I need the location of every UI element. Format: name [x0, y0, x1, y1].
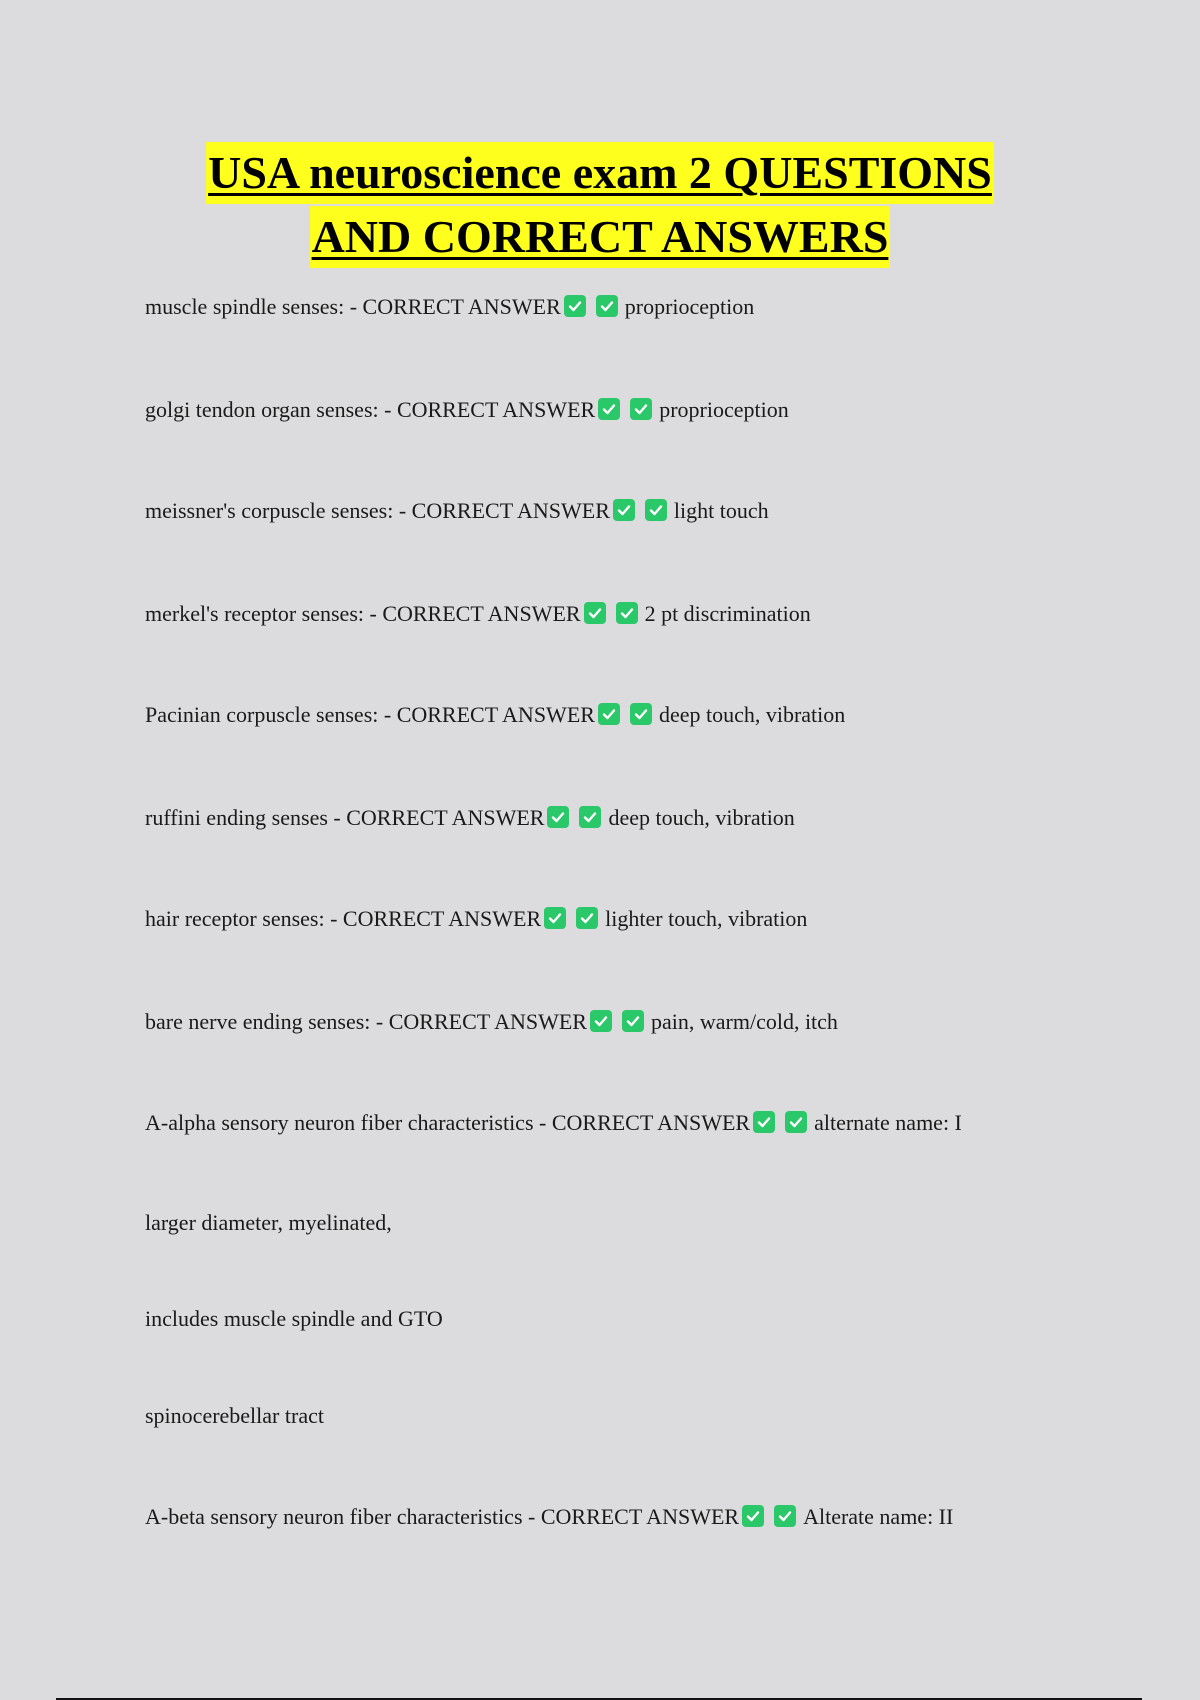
answer-text: alternate name: I	[814, 1110, 962, 1135]
answer-text: light touch	[673, 498, 769, 523]
qa-item	[145, 1108, 962, 1138]
check-mark-icon	[630, 703, 652, 725]
qa-item	[145, 1502, 953, 1532]
answer-text: pain, warm/cold, itch	[650, 1009, 838, 1034]
check-mark-icon	[579, 806, 601, 828]
question-text: hair receptor senses: - CORRECT ANSWER	[145, 906, 542, 931]
question-text: A-alpha sensory neuron fiber characteristics - CORRECT ANSWER	[145, 1110, 751, 1135]
title-line-1: USA neuroscience exam 2 QUESTIONS	[206, 142, 994, 204]
question-text: meissner's corpuscle senses: - CORRECT ANSWER	[145, 498, 610, 523]
check-mark-icon	[544, 907, 566, 929]
qa-item	[145, 700, 845, 730]
check-mark-icon	[645, 499, 667, 521]
check-mark-icon	[753, 1111, 775, 1133]
answer-text: lighter touch, vibration	[605, 906, 808, 931]
question-text: ruffini ending senses - CORRECT ANSWER	[145, 805, 545, 830]
check-mark-icon	[598, 703, 620, 725]
check-mark-icon	[596, 295, 618, 317]
continuation-line: spinocerebellar tract	[145, 1403, 324, 1428]
qa-item	[145, 1007, 838, 1037]
check-mark-icon	[584, 602, 606, 624]
answer-text: deep touch, vibration	[658, 702, 846, 727]
answer-text: proprioception	[659, 397, 789, 422]
check-mark-icon	[774, 1505, 796, 1527]
title-line-2: AND CORRECT ANSWERS	[310, 206, 891, 268]
question-text: merkel's receptor senses: - CORRECT ANSWER	[145, 601, 581, 626]
answer-text: Alterate name: II	[803, 1504, 954, 1529]
qa-item	[145, 496, 769, 526]
qa-item	[145, 292, 754, 322]
check-mark-icon	[576, 907, 598, 929]
question-text: Pacinian corpuscle senses: - CORRECT ANSWER	[145, 702, 595, 727]
answer-text: deep touch, vibration	[608, 805, 795, 830]
qa-item	[145, 904, 807, 934]
check-mark-icon	[613, 499, 635, 521]
answer-text: 2 pt discrimination	[644, 601, 811, 626]
check-mark-icon	[630, 398, 652, 420]
check-mark-icon	[598, 398, 620, 420]
check-mark-icon	[622, 1010, 644, 1032]
question-text: A-beta sensory neuron fiber characteristics - CORRECT ANSWER	[145, 1504, 740, 1529]
check-mark-icon	[742, 1505, 764, 1527]
document-title	[0, 142, 1200, 270]
check-mark-icon	[590, 1010, 612, 1032]
answer-text: proprioception	[624, 294, 755, 319]
qa-item	[145, 395, 789, 425]
continuation-line: includes muscle spindle and GTO	[145, 1306, 443, 1331]
check-mark-icon	[564, 295, 586, 317]
continuation-line: larger diameter, myelinated,	[145, 1210, 392, 1235]
check-mark-icon	[785, 1111, 807, 1133]
question-text: golgi tendon organ senses: - CORRECT ANSWER	[145, 397, 596, 422]
check-mark-icon	[547, 806, 569, 828]
question-text: bare nerve ending senses: - CORRECT ANSWER	[145, 1009, 587, 1034]
question-text: muscle spindle senses: - CORRECT ANSWER	[145, 294, 561, 319]
qa-item	[145, 803, 795, 833]
qa-item	[145, 599, 811, 629]
check-mark-icon	[616, 602, 638, 624]
